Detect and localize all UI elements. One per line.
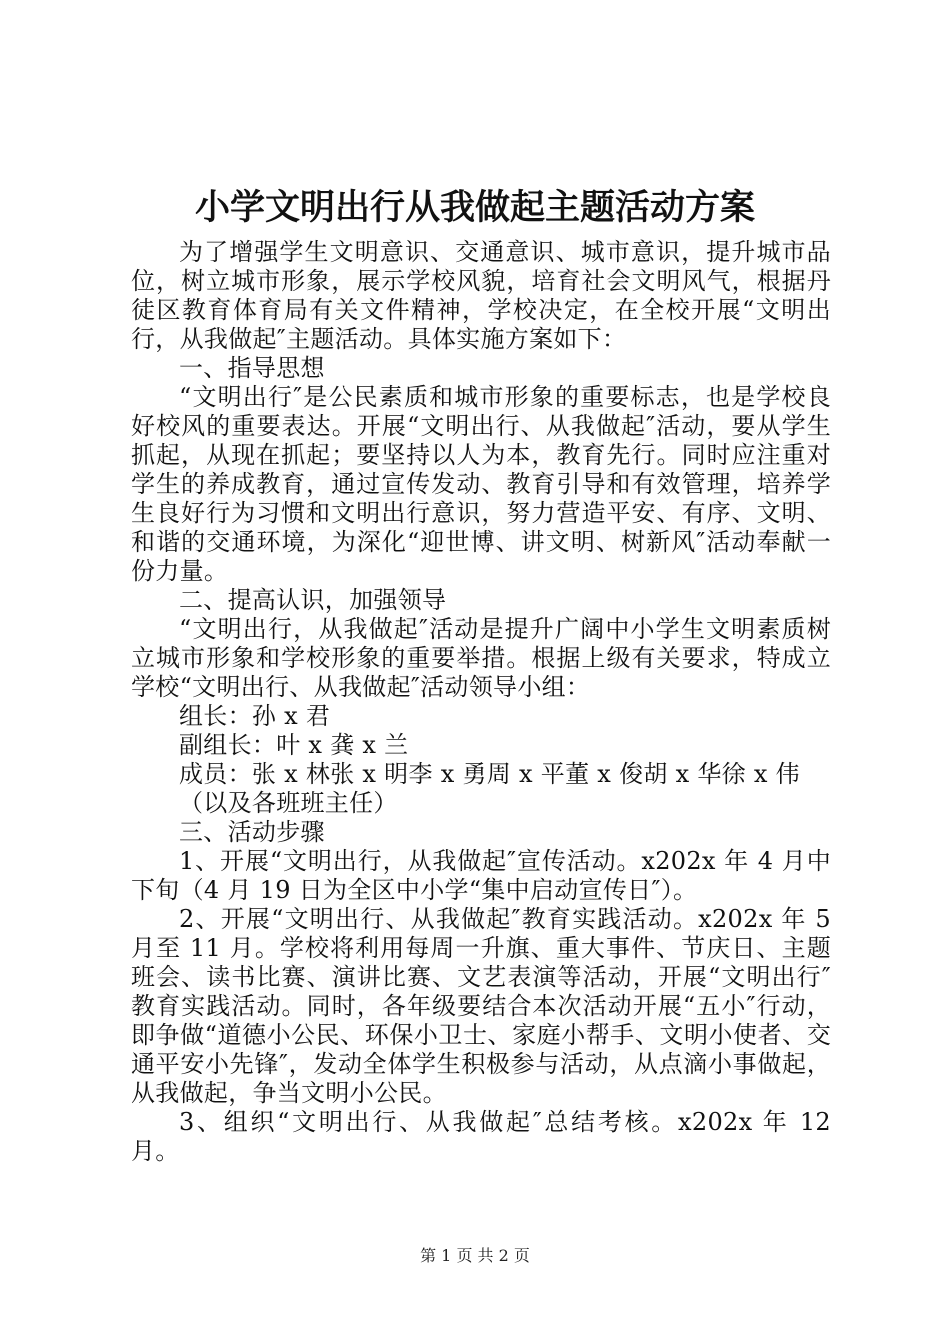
leadership-paragraph: “文明出行，从我做起″活动是提升广阔中小学生文明素质树立城市形象和学校形象的重要举措。根据上级有关要求，特成立学校“文明出行、从我做起″活动领导小组：: [131, 615, 831, 701]
step-1-paragraph: 1、开展“文明出行，从我做起″宣传活动。x202x 年 4 月中下旬（4 月 19 日为全区中小学“集中启动宣传日″）。: [131, 847, 831, 904]
members-note-line: （以及各班班主任）: [179, 789, 398, 817]
deputy-leader-line: 副组长：叶 x 龚 x 兰: [179, 731, 409, 759]
intro-paragraph: 为了增强学生文明意识、交通意识、城市意识，提升城市品位，树立城市形象，展示学校风貌，培育社会文明风气，根据丹徒区教育体育局有关文件精神，学校决定，在全校开展“文明出行，从我做起″主题活动。具体实施方案如下：: [131, 238, 831, 353]
step-2-paragraph: 2、开展“文明出行、从我做起″教育实践活动。x202x 年 5 月至 11 月。学校将利用每周一升旗、重大事件、节庆日、主题班会、读书比赛、演讲比赛、文艺表演等活动，开展“文明出行″教育实践活动。同时，各年级要结合本次活动开展“五小″行动，即争做“道德小公民、环保小卫士、家庭小帮手、文明小使者、交通平安小先锋″，发动全体学生积极参与活动，从点滴小事做起，从我做起，争当文明小公民。: [131, 905, 831, 1107]
members-line: 成员：张 x 林张 x 明李 x 勇周 x 平董 x 俊胡 x 华徐 x 伟: [179, 760, 800, 788]
page-footer: 第 1 页 共 2 页: [420, 1246, 530, 1265]
section-heading-activity-steps: 三、活动步骤: [179, 818, 325, 846]
document-body: [131, 238, 831, 1166]
guiding-ideology-paragraph: “文明出行″是公民素质和城市形象的重要标志，也是学校良好校风的重要表达。开展“文明出行、从我做起″活动，要从学生抓起，从现在抓起；要坚持以人为本，教育先行。同时应注重对学生的养成教育，通过宣传发动、教育引导和有效管理，培养学生良好行为习惯和文明出行意识，努力营造平安、有序、文明、和谐的交通环境，为深化“迎世博、讲文明、树新风″活动奉献一份力量。: [131, 383, 831, 585]
team-leader-line: 组长：孙 x 君: [179, 702, 331, 730]
section-heading-leadership: 二、提高认识，加强领导: [179, 586, 447, 614]
document-title: 小学文明出行从我做起主题活动方案: [194, 187, 755, 228]
step-3-paragraph: 3、组织“文明出行、从我做起″总结考核。x202x 年 12 月。: [131, 1108, 831, 1165]
section-heading-guiding-ideology: 一、指导思想: [179, 354, 325, 382]
